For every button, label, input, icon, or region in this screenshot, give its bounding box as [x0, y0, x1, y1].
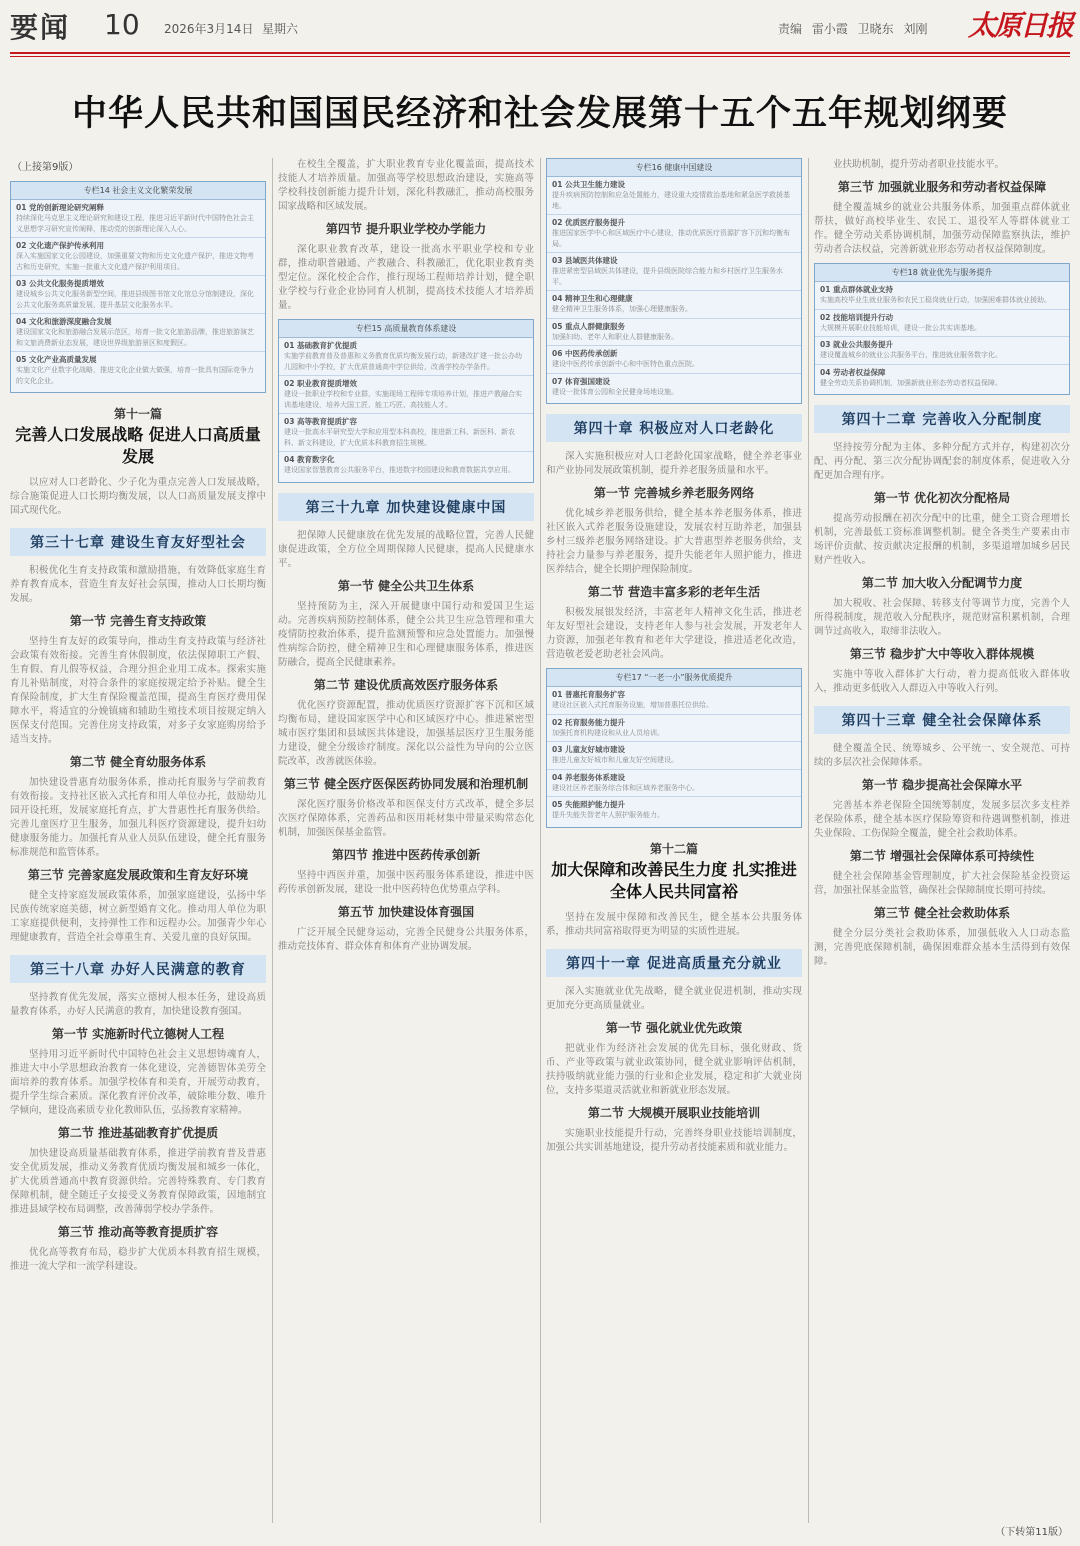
- section-heading: 第一节 稳步提高社会保障水平: [861, 778, 1023, 792]
- box-item-body: 提升疾病预防控制和应急处置能力，建设重大疫情救治基地和紧急医学救援基地。: [552, 191, 790, 210]
- box-item: [279, 338, 533, 376]
- column-4: [814, 158, 1070, 1528]
- box-item: [547, 797, 801, 824]
- box-item-head: 07 体育强国建设: [552, 376, 611, 386]
- paragraph: 以应对人口老龄化、少子化为重点完善人口发展战略，综合施策促进人口长期均衡发展，以人口高质量发展支撑中国式现代化。: [10, 477, 266, 516]
- paragraph: 坚持按劳分配为主体、多种分配方式并存，构建初次分配、再分配、第三次分配协调配套的制度体系，促进收入分配更加合理有序。: [814, 442, 1070, 481]
- box-item-head: 03 县域医共体建设: [552, 256, 618, 265]
- box-item: [815, 365, 1069, 392]
- box-item-head: 02 优质医疗服务提升: [552, 218, 626, 227]
- box-item-head: 05 重点人群健康服务: [552, 321, 626, 331]
- part-number: 第十一篇: [113, 407, 162, 421]
- box-item-head: 03 儿童友好城市建设: [552, 745, 626, 754]
- box-item-body: 建设覆盖城乡的就业公共服务平台，推进就业服务数字化。: [820, 351, 1002, 359]
- box-item-head: 03 公共文化服务提质增效: [16, 279, 105, 288]
- box-item: [11, 352, 265, 389]
- section-heading: 第二节 推进基础教育扩优提质: [57, 1126, 219, 1140]
- continued-to-note: （下转第11版）: [995, 1527, 1068, 1538]
- page-headline: 中华人民共和国国民经济和社会发展第十五个五年规划纲要: [71, 94, 1008, 134]
- feature-box-16: [546, 158, 802, 404]
- chapter-heading: 第三十八章 办好人民满意的教育: [10, 955, 266, 983]
- box-item-body: 推进儿童友好城市和儿童友好空间建设。: [552, 756, 678, 764]
- section-heading: 第三节 完善家庭发展政策和生育友好环境: [27, 868, 249, 882]
- box-item: [279, 376, 533, 414]
- part-title: 完善人口发展战略 促进人口高质量发展: [15, 425, 261, 466]
- box-item-head: 02 托育服务能力提升: [552, 717, 626, 727]
- part-title: 加大保障和改善民生力度 扎实推进全体人民共同富裕: [551, 859, 797, 901]
- section-heading: 第一节 健全公共卫生体系: [337, 578, 475, 593]
- paragraph: 积极优化生育支持政策和激励措施，有效降低家庭生育养育教育成本，营造生育友好社会氛围，推动人口长期均衡发展。: [10, 565, 266, 604]
- box-item-head: 01 基础教育扩优提质: [284, 341, 358, 350]
- section-heading: 第一节 优化初次分配格局: [873, 491, 1011, 505]
- paragraph: 优化高等教育布局，稳步扩大优质本科教育招生规模，推进一流大学和一流学科建设。: [10, 1247, 266, 1272]
- box-item-body: 实施文化产业数字化战略，推进文化企业做大做强，培育一批具有国际竞争力的文化企业。: [16, 366, 254, 385]
- box-item-body: 健全精神卫生服务体系，加强心理健康服务。: [552, 305, 692, 313]
- box-item-body: 提升失能失智老年人照护服务能力。: [552, 811, 664, 819]
- chapter-heading: 第四十一章 促进高质量充分就业: [546, 949, 802, 977]
- issue-date: 2026年3月14日: [164, 22, 254, 36]
- paragraph: 实施中等收入群体扩大行动，着力提高低收入群体收入，推动更多低收入人群迈入中等收入行列。: [814, 669, 1070, 694]
- section-heading: 第四节 推进中医药传承创新: [331, 847, 481, 862]
- chapter-heading: 第三十七章 建设生育友好型社会: [10, 528, 266, 556]
- box-item-body: 建设一批体育公园和全民健身场地设施。: [552, 387, 678, 396]
- box-item: [547, 253, 801, 291]
- section-heading: 第二节 加大收入分配调节力度: [861, 576, 1023, 590]
- box-item-head: 01 党的创新理论研究阐释: [16, 203, 105, 212]
- box-title: 专栏15 高质量教育体系建设: [279, 320, 533, 338]
- box-item-head: 04 教育数字化: [284, 455, 335, 464]
- issue-weekday: 星期六: [262, 22, 299, 36]
- box-item-body: 实施学前教育普及普惠和义务教育优质均衡发展行动，新建改扩建一批公办幼儿园和中小学校，扩大优质普通高中学位供给，改善学校办学条件。: [284, 352, 522, 371]
- paragraph: 深入实施积极应对人口老龄化国家战略，健全养老事业和产业协同发展政策机制，提升养老服务质量和水平。: [546, 451, 802, 476]
- box-item: [11, 238, 265, 276]
- box-item-head: 04 养老服务体系建设: [552, 772, 626, 782]
- header-rule-thin: [10, 56, 1070, 57]
- page-number: 10: [104, 8, 140, 41]
- box-item-body: 建设中医药传承创新中心和中医特色重点医院。: [552, 360, 699, 368]
- section-heading: 第三节 推动高等教育提质扩容: [57, 1225, 219, 1239]
- box-item: [279, 452, 533, 479]
- page-header: [0, 0, 1080, 56]
- paragraph: 优化城乡养老服务供给，健全基本养老服务体系，推进社区嵌入式养老服务设施建设，发展农村互助养老，加强县乡村三级养老服务网络建设。扩大普惠型养老服务供给，支持社会力量参与养老服务，提升失能老年人照护能力，推进医养结合，健全长期护理保险制度。: [546, 508, 802, 575]
- section-heading: 第三节 健全社会救助体系: [873, 906, 1011, 920]
- section-heading: 第三节 加强就业服务和劳动者权益保障: [837, 180, 1047, 194]
- box-item: [815, 282, 1069, 310]
- box-item: [11, 314, 265, 352]
- box-item: [547, 215, 801, 253]
- section-heading: 第一节 强化就业优先政策: [605, 1020, 743, 1035]
- box-item: [547, 742, 801, 770]
- paragraph: 健全社会保障基金管理制度，扩大社会保险基金投资运营，加强社保基金监管，确保社会保障制度长期可持续。: [814, 871, 1070, 896]
- box-item: [11, 276, 265, 314]
- section-heading: 第二节 健全育幼服务体系: [69, 755, 207, 769]
- section-heading: 第三节 稳步扩大中等收入群体规模: [849, 647, 1035, 661]
- paragraph: 把保障人民健康放在优先发展的战略位置，完善人民健康促进政策，全方位全周期保障人民健康，提高人民健康水平。: [278, 529, 534, 569]
- newspaper-logo: 太原日报: [968, 9, 1073, 42]
- feature-box-14: [10, 181, 266, 393]
- box-item: [547, 770, 801, 798]
- box-item-head: 04 精神卫生和心理健康: [552, 294, 633, 303]
- box-item-head: 02 职业教育提质增效: [284, 379, 358, 388]
- box-item: [11, 200, 265, 238]
- paragraph: 业扶助机制，提升劳动者职业技能水平。: [833, 159, 1005, 170]
- paragraph: 深化医疗服务价格改革和医保支付方式改革，健全多层次医疗保障体系，完善药品和医用耗材集中带量采购常态化机制，加强医保基金监管。: [278, 798, 534, 838]
- editors-credit: 责编 雷小霞 卫晓东 刘刚: [778, 22, 928, 36]
- continued-from-note: （上接第9版）: [12, 162, 79, 173]
- section-heading: 第五节 加快建设体育强国: [337, 904, 475, 919]
- section-heading: 第三节 健全医疗医保医药协同发展和治理机制: [283, 776, 529, 791]
- box-item-body: 建设城乡公共文化服务新型空间，推进县级图书馆文化馆总分馆制建设，深化公共文化服务高质量发展，提升基层文化服务水平。: [16, 290, 254, 309]
- section-heading: 第四节 提升职业学校办学能力: [325, 222, 487, 236]
- section-heading: 第二节 营造丰富多彩的老年生活: [587, 585, 761, 599]
- chapter-heading: 第四十二章 完善收入分配制度: [814, 405, 1070, 433]
- paragraph: 实施职业技能提升行动，完善终身职业技能培训制度，加强公共实训基地建设，提升劳动者技能素质和就业能力。: [546, 1127, 802, 1153]
- section-name: 要闻: [10, 11, 71, 44]
- chapter-heading: 第四十章 积极应对人口老龄化: [546, 414, 802, 442]
- paragraph: 健全覆盖城乡的就业公共服务体系，加强重点群体就业帮扶，做好高校毕业生、农民工、退役军人等群体就业工作。健全劳动关系协调机制，加强劳动保障监察执法，维护劳动者合法权益，完善新就业形态劳动者权益保障制度。: [814, 202, 1070, 255]
- box-item-head: 04 劳动者权益保障: [820, 367, 886, 377]
- paragraph: 提高劳动报酬在初次分配中的比重，健全工资合理增长机制，完善最低工资标准调整机制。健全各类生产要素由市场评价贡献、按贡献决定报酬的机制，多渠道增加城乡居民财产性收入。: [814, 513, 1070, 566]
- paragraph: 健全覆盖全民、统筹城乡、公平统一、安全规范、可持续的多层次社会保障体系。: [814, 743, 1070, 768]
- box-item-body: 持续深化马克思主义理论研究和建设工程，推进习近平新时代中国特色社会主义思想学习研究宣传阐释，推动党的创新理论深入人心。: [16, 214, 254, 233]
- box-title: 专栏14 社会主义文化繁荣发展: [11, 182, 265, 200]
- box-item: [547, 319, 801, 347]
- box-item: [279, 414, 533, 452]
- box-item-body: 推进紧密型县域医共体建设，提升县级医院综合能力和乡村医疗卫生服务水平。: [552, 267, 783, 286]
- box-item-body: 健全劳动关系协调机制，加强新就业形态劳动者权益保障。: [820, 378, 1002, 387]
- paragraph: 在校生全覆盖，扩大职业教育专业化覆盖面，提高技术技能人才培养质量。加强高等学校思想政治建设，实施高等学校科技创新能力提升计划，深化科教融汇，推动高校服务国家战略和区域发展。: [278, 159, 534, 212]
- box-item: [547, 346, 801, 374]
- box-item-head: 02 文化遗产保护传承利用: [16, 241, 105, 250]
- box-item-head: 01 普惠托育服务扩容: [552, 690, 626, 699]
- paragraph: 优化医疗资源配置，推动优质医疗资源扩容下沉和区域均衡布局，建设国家医学中心和区域医疗中心。推进紧密型城市医疗集团和县域医共体建设，加强基层医疗卫生服务能力建设，健全分级诊疗制度。深化以公益性为导向的公立医院改革，改善就医体验。: [278, 699, 534, 767]
- section-heading: 第一节 实施新时代立德树人工程: [51, 1027, 225, 1041]
- paragraph: 积极发展银发经济，丰富老年人精神文化生活，推进老年友好型社会建设，支持老年人参与社会发展，开发老年人力资源，加强老年教育和老年大学建设，推进适老化改造，营造敬老爱老助老社会风尚。: [546, 607, 802, 660]
- section-heading: 第一节 完善城乡养老服务网络: [593, 486, 755, 500]
- box-item-head: 01 重点群体就业支持: [820, 285, 894, 294]
- section-heading: 第二节 增强社会保障体系可持续性: [849, 849, 1035, 863]
- box-item: [547, 687, 801, 715]
- column-divider: [540, 158, 541, 1523]
- box-item: [547, 374, 801, 401]
- column-divider: [272, 158, 273, 1523]
- box-item-body: 建设社区嵌入式托育服务设施，增加普惠托位供给。: [552, 701, 713, 709]
- paragraph: 把就业作为经济社会发展的优先目标，强化财政、货币、产业等政策与就业政策协同，健全就业影响评估机制，扶持吸纳就业能力强的行业和企业发展，稳定和扩大就业岗位，支持多渠道灵活就业和新就业形态发展。: [546, 1042, 802, 1096]
- box-item-body: 实施高校毕业生就业服务和农民工稳岗就业行动，加强困难群体就业援助。: [820, 296, 1051, 304]
- feature-box-15: [278, 319, 534, 483]
- box-item-body: 加强妇幼、老年人和职业人群健康服务。: [552, 332, 678, 341]
- chapter-heading: 第四十三章 健全社会保障体系: [814, 706, 1070, 734]
- paragraph: 加快建设普惠育幼服务体系，推动托育服务与学前教育有效衔接。支持社区嵌入式托育和用人单位办托，鼓励幼儿园开设托班，发展家庭托育点，扩大普惠性托育服务供给。完善儿童医疗卫生服务，加强儿科医疗资源建设，提升妇幼健康服务能力。加强托育从业人员队伍建设，健全托育服务标准规范和监管体系。: [10, 777, 266, 858]
- box-item-head: 03 高等教育提质扩容: [284, 417, 358, 426]
- box-item-body: 深入实施国家文化公园建设，加强重要文物和历史文化遗产保护，推进文物考古和历史研究，实施一批重大文化遗产保护利用项目。: [16, 252, 254, 271]
- chapter-heading: 第三十九章 加快建设健康中国: [278, 493, 534, 521]
- box-item-body: 建设社区养老服务综合体和区域养老服务中心。: [552, 783, 699, 792]
- paragraph: 坚持生育友好的政策导向，推动生育支持政策与经济社会政策有效衔接。完善生育休假制度，依法保障职工产假、生育假、育儿假等权益，合理分担企业用工成本。探索实施育儿补贴制度，对符合条件的家庭按规定给予补贴。健全生育保险制度，扩大生育保险覆盖范围，提高生育医疗费用保障水平，将适宜的分娩镇痛和辅助生殖技术项目按规定纳入医保支付范围。完善住房支持政策，对多子女家庭购房给予适当支持。: [10, 636, 266, 745]
- paragraph: 加大税收、社会保障、转移支付等调节力度，完善个人所得税制度，规范收入分配秩序，规范财富积累机制，合理调节过高收入，取缔非法收入。: [814, 598, 1070, 637]
- box-title: 专栏16 健康中国建设: [547, 159, 801, 177]
- box-title: 专栏18 就业优先与服务提升: [815, 264, 1069, 282]
- box-item-body: 推进国家医学中心和区域医疗中心建设，推动优质医疗资源扩容下沉和均衡布局。: [552, 229, 790, 248]
- box-item: [815, 337, 1069, 365]
- box-item-head: 01 公共卫生能力建设: [552, 180, 626, 189]
- paragraph: 坚持教育优先发展，落实立德树人根本任务，建设高质量教育体系，办好人民满意的教育，加快建设教育强国。: [10, 992, 266, 1017]
- box-item-body: 加强托育机构建设和从业人员培训。: [552, 728, 664, 737]
- box-item-body: 建设国家智慧教育公共服务平台，推进数字校园建设和教育数据共享应用。: [284, 466, 515, 474]
- box-item-head: 06 中医药传承创新: [552, 349, 618, 358]
- column-3: [546, 158, 802, 1528]
- section-heading: 第二节 大规模开展职业技能培训: [587, 1105, 761, 1120]
- paragraph: 广泛开展全民健身运动，完善全民健身公共服务体系，推动竞技体育、群众体育和体育产业协调发展。: [278, 926, 534, 952]
- paragraph: 健全支持家庭发展政策体系，加强家庭建设，弘扬中华民族传统家庭美德，树立新型婚育文化。推动用人单位为职工家庭提供便利，支持弹性工作和远程办公。加强青少年心理健康教育，营造全社会尊重生育、关爱儿童的良好氛围。: [10, 890, 266, 943]
- section-heading: 第二节 建设优质高效医疗服务体系: [313, 677, 499, 692]
- feature-box-18: [814, 263, 1070, 395]
- paragraph: 坚持在发展中保障和改善民生，健全基本公共服务体系，推动共同富裕取得更为明显的实质性进展。: [546, 911, 802, 937]
- box-item-body: 大规模开展职业技能培训，建设一批公共实训基地。: [820, 323, 981, 332]
- box-item-body: 建设一批高水平研究型大学和应用型本科高校，推进新工科、新医科、新农科、新文科建设，扩大优质本科教育招生规模。: [284, 428, 515, 447]
- paragraph: 坚持预防为主，深入开展健康中国行动和爱国卫生运动。完善疾病预防控制体系，健全公共卫生应急管理和重大疫情防控救治体系，提升监测预警和应急处置能力。加强慢性病综合防控，健全精神卫生和心理健康服务体系，推进医防融合，提高全民健康素养。: [278, 600, 534, 668]
- paragraph: 完善基本养老保险全国统筹制度，发展多层次多支柱养老保险体系，健全基本医疗保险筹资和待遇调整机制，推进失业保险、工伤保险全覆盖，健全社会救助体系。: [814, 800, 1070, 839]
- box-item-head: 05 文化产业高质量发展: [16, 355, 97, 364]
- box-item-body: 建设国家文化和旅游融合发展示范区，培育一批文化旅游品牌，推进旅游演艺和文旅消费新业态发展，建设世界级旅游景区和度假区。: [16, 328, 254, 347]
- section-heading: 第一节 完善生育支持政策: [69, 614, 207, 628]
- box-item-head: 04 文化和旅游深度融合发展: [16, 317, 112, 326]
- box-item: [547, 715, 801, 743]
- column-divider: [808, 158, 809, 1523]
- paragraph: 深化职业教育改革，建设一批高水平职业学校和专业群，推动职普融通、产教融合、科教融汇，优化职业教育类型定位。深化校企合作，推行现场工程师培养计划，健全职业学校与行业企业协同育人机制，提高技术技能人才培养质量。: [278, 244, 534, 311]
- column-1: [10, 158, 266, 1528]
- paragraph: 深入实施就业优先战略，健全就业促进机制，推动实现更加充分更高质量就业。: [546, 985, 802, 1011]
- column-2: [278, 158, 534, 1528]
- box-title: 专栏17 “一老一小”服务优质提升: [547, 669, 801, 687]
- paragraph: 健全分层分类社会救助体系，加强低收入人口动态监测，完善兜底保障机制，确保困难群众基本生活得到有效保障。: [814, 928, 1070, 967]
- feature-box-17: [546, 668, 802, 828]
- paragraph: 坚持中西医并重，加强中医药服务体系建设，推进中医药传承创新发展，建设一批中医药特色优势重点学科。: [278, 869, 534, 895]
- box-item: [547, 291, 801, 319]
- box-item-head: 03 就业公共服务提升: [820, 340, 894, 349]
- box-item: [547, 177, 801, 215]
- box-item: [815, 310, 1069, 338]
- header-rule: [10, 52, 1070, 54]
- paragraph: 加快建设高质量基础教育体系，推进学前教育普及普惠安全优质发展，推动义务教育优质均衡发展和城乡一体化，扩大优质普通高中教育资源供给。完善特殊教育、专门教育保障机制，健全随迁子女接受义务教育保障政策，因地制宜推进县域学校布局调整，改善薄弱学校办学条件。: [10, 1148, 266, 1215]
- box-item-body: 建设一批职业学校和专业群，实施现场工程师专项培养计划，推进产教融合实训基地建设，培养大国工匠、能工巧匠、高技能人才。: [284, 390, 522, 409]
- paragraph: 坚持用习近平新时代中国特色社会主义思想铸魂育人，推进大中小学思想政治教育一体化建设，完善德智体美劳全面培养的教育体系。加强学校体育和美育，开展劳动教育，提升学生综合素质。深化教育评价改革，破除唯分数、唯升学倾向，建设高素质专业化教师队伍，弘扬教育家精神。: [10, 1049, 266, 1116]
- box-item-head: 02 技能培训提升行动: [820, 312, 894, 322]
- part-number: 第十二篇: [649, 841, 698, 856]
- box-item-head: 05 失能照护能力提升: [552, 800, 626, 809]
